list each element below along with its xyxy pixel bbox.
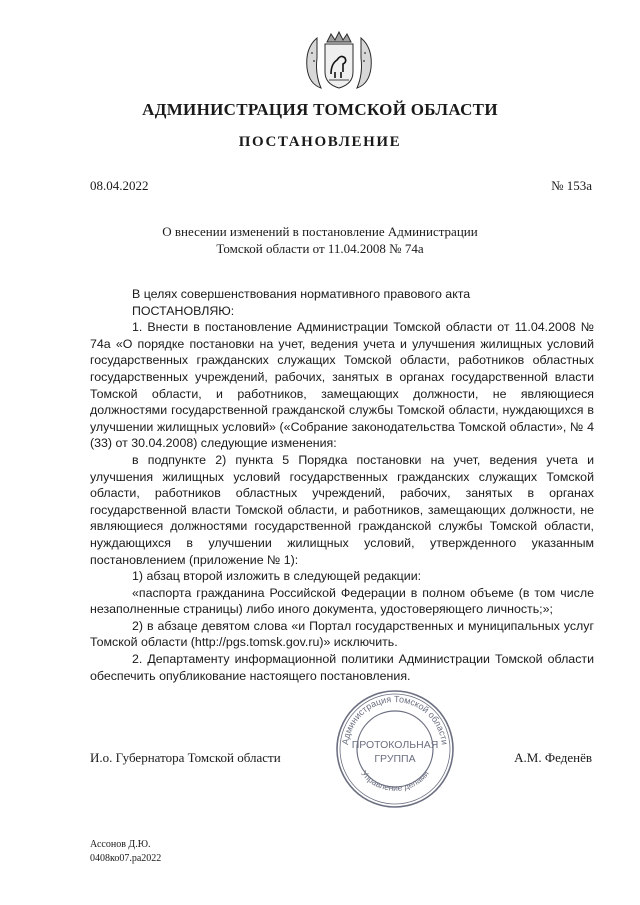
footer	[90, 838, 161, 866]
executor-name: Ассонов Д.Ю.	[90, 839, 151, 850]
body-paragraph: «паспорта гражданина Российской Федерации в полном объеме (в том числе незаполненные страницы) либо иного документа, удостоверяющего личность;»;	[90, 585, 594, 617]
body-paragraph: 2) в абзаце девятом слова «и Портал государственных и муниципальных услуг Томской области (http://pgs.tomsk.gov.ru)» исключить.	[90, 618, 594, 650]
body-paragraph: 2. Департаменту информационной политики Администрации Томской области обеспечить опубликование настоящего постановления.	[90, 652, 594, 683]
stamp-bottom-text: Управление делами	[359, 768, 431, 793]
document-title-line: О внесении изменений в постановление Администрации	[162, 224, 478, 239]
body-paragraph: ПОСТАНОВЛЯЮ:	[132, 303, 235, 318]
body-paragraph: 1. Внести в постановление Администрации Томской области от 11.04.2008 № 74а «О порядке постановки на учет, ведения учета и улучшения жилищных условий государственных гражданских служащих Томской области, работников областных государственных учреждений, рабочих, занятых в органах государственной власти Томской области, и работников, замещающих должности, не являющиеся должностями государственной гражданской службы Томской области, нуждающихся в улучшении жилищных условий» («Собрание законодательства Томской области», № 4 (33) от 30.04.2008) следующие изменения:	[90, 320, 594, 451]
stamp-inner-line: ПРОТОКОЛЬНАЯ	[351, 739, 439, 751]
official-stamp	[334, 688, 456, 810]
tomsk-coat-of-arms-icon	[297, 28, 381, 94]
signatory-name: А.М. Феденёв	[514, 750, 592, 765]
document-number: № 153а	[551, 178, 592, 193]
document-type: ПОСТАНОВЛЕНИЕ	[238, 134, 402, 150]
document-body	[90, 286, 594, 684]
document-title	[0, 223, 640, 257]
stamp-inner-line: ГРУППА	[374, 753, 416, 765]
organization-title: АДМИНИСТРАЦИЯ ТОМСКОЙ ОБЛАСТИ	[142, 100, 498, 119]
document-title-line: Томской области от 11.04.2008 № 74а	[216, 241, 424, 256]
document-code: 0408ко07.ра2022	[90, 853, 162, 864]
stamp-outer-text: Администрация Томской области	[340, 693, 450, 746]
document-date: 08.04.2022	[90, 178, 149, 193]
signatory-position: И.о. Губернатора Томской области	[90, 750, 281, 765]
body-paragraph: 1) абзац второй изложить в следующей редакции:	[132, 569, 422, 584]
body-paragraph: В целях совершенствования нормативного правового акта	[132, 287, 471, 301]
body-paragraph: в подпункте 2) пункта 5 Порядка постановки на учет, ведения учета и улучшения жилищных условий государственных гражданских служащих Томской области, работников областных учреждений, рабочих, занятых в органах государственной власти Томской области, и работников, замещающих должности, не являющиеся должностями государственной гражданской службы Томской области, нуждающихся в улучшении жилищных условий, утвержденного указанным постановлением (приложение № 1):	[90, 452, 594, 567]
